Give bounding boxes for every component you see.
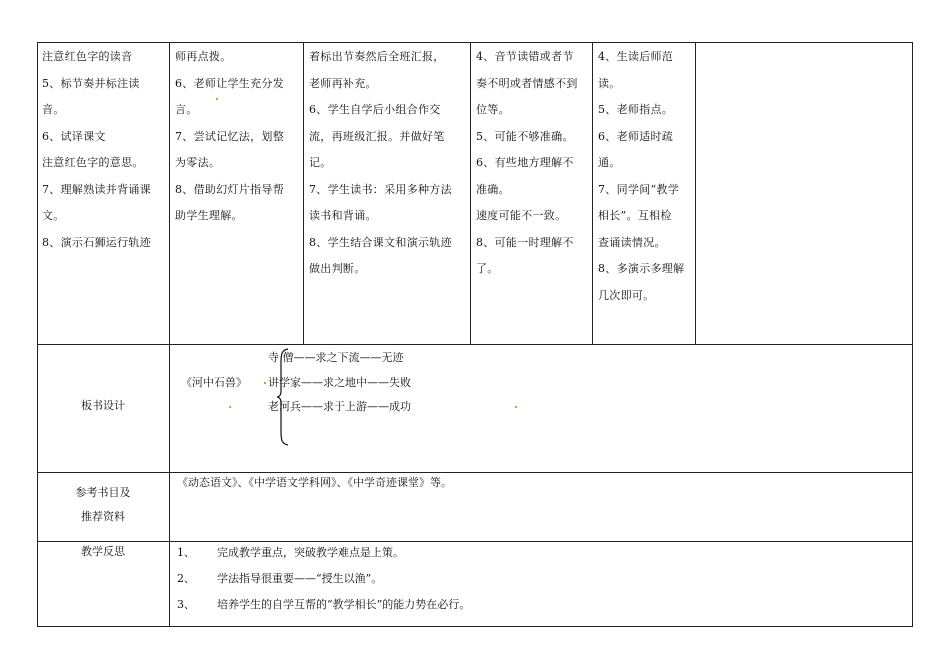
board-line-text: ——求之下流——无迹 xyxy=(293,351,404,364)
column-divider xyxy=(592,42,593,344)
cell-line: 注意红色字的读音 xyxy=(42,50,133,63)
board-line-who: 老河兵 xyxy=(268,400,301,413)
row-divider xyxy=(37,541,913,542)
cell-line: 通。 xyxy=(598,156,621,169)
references-label-line: 推荐资料 xyxy=(81,510,125,523)
references-label-line: 参考书目及 xyxy=(75,486,131,499)
lesson-cell-col4 xyxy=(476,44,591,283)
scan-dot xyxy=(216,98,218,100)
cell-line: 6、学生自学后小组合作交 xyxy=(309,103,441,116)
cell-line: 注意红色字的意思。 xyxy=(42,156,144,169)
cell-line: 助学生理解。 xyxy=(175,209,243,222)
scan-dot xyxy=(229,406,231,408)
reflection-item-number: 2、 xyxy=(177,572,195,585)
scan-dot xyxy=(264,382,266,384)
cell-line: 8、多演示多理解 xyxy=(598,262,685,275)
reflection-item-text: 培养学生的自学互帮的“教学相长”的能力势在必行。 xyxy=(217,598,471,611)
cell-line: 几次即可。 xyxy=(598,288,655,302)
cell-line: 文。 xyxy=(42,209,65,222)
board-line-text: ——求之地中——失败 xyxy=(301,376,411,389)
cell-line: 了。 xyxy=(476,262,499,275)
column-divider xyxy=(470,42,471,344)
cell-line: 相长”。互相检 xyxy=(598,209,672,222)
reflection-item-number: 3、 xyxy=(177,598,195,611)
cell-line: 7、理解熟读并背诵课 xyxy=(42,182,151,196)
cell-line: 7、学生读书：采用多种方法 xyxy=(309,182,452,196)
cell-line: 速度可能不一致。 xyxy=(476,209,567,222)
board-line-3 xyxy=(268,398,411,414)
cell-line: 读书和背诵。 xyxy=(309,209,377,222)
cell-line: 奏不明或者情感不到 xyxy=(476,76,578,90)
cell-line: 6、老师让学生充分发 xyxy=(175,76,284,90)
column-divider xyxy=(303,42,304,344)
cell-line: 为零法。 xyxy=(175,156,221,169)
board-line-2 xyxy=(268,374,411,390)
cell-line: 言。 xyxy=(175,103,198,116)
cell-line: 准确。 xyxy=(476,182,510,196)
reflection-item-number: 1、 xyxy=(177,546,195,559)
cell-line: 读。 xyxy=(598,76,621,90)
cell-line: 着标出节奏然后全班汇报， xyxy=(309,50,445,63)
reflection-item xyxy=(177,544,404,560)
cell-line: 记。 xyxy=(309,156,332,169)
cell-line: 7、尝试记忆法，划整 xyxy=(175,129,284,143)
board-title: 《河中石兽》 xyxy=(181,376,247,389)
lesson-cell-col1 xyxy=(42,44,167,256)
cell-line: 5、可能不够准确。 xyxy=(476,129,574,143)
cell-line: 音。 xyxy=(42,103,65,116)
references-text: 《动态语文》、《中学语文学科网》、《中学奇迹课堂》等。 xyxy=(177,476,452,489)
board-line-1 xyxy=(268,349,404,365)
board-design-label: 板书设计 xyxy=(81,399,125,412)
lesson-cell-col5 xyxy=(598,44,694,309)
cell-line: 位等。 xyxy=(476,103,510,116)
lesson-cell-col3 xyxy=(309,44,469,283)
cell-line: 5、标节奏并标注读 xyxy=(42,76,140,90)
reflection-item-text: 学法指导很重要——“授生以渔”。 xyxy=(217,572,383,585)
reflection-item xyxy=(177,596,470,612)
cell-line: 师再点拨。 xyxy=(175,50,232,63)
column-divider xyxy=(695,42,696,344)
cell-line: 做出判断。 xyxy=(309,262,366,275)
cell-line: 5、老师指点。 xyxy=(598,103,674,116)
cell-line: 7、同学间“教学 xyxy=(598,182,680,196)
scan-dot xyxy=(515,406,517,408)
board-line-who: 讲学家 xyxy=(268,376,301,389)
cell-line: 8、可能一时理解不 xyxy=(476,235,574,249)
lesson-cell-col2 xyxy=(175,44,301,230)
cell-line: 8、借助幻灯片指导帮 xyxy=(175,182,284,196)
board-line-text: ——求于上游——成功 xyxy=(301,400,411,413)
cell-line: 6、老师适时疏 xyxy=(598,129,674,143)
cell-line: 8、演示石狮运行轨迹 xyxy=(42,235,151,249)
reflection-item xyxy=(177,570,382,586)
references-label xyxy=(37,481,169,529)
cell-line: 流，再班级汇报。并做好笔 xyxy=(309,129,445,143)
label-column-divider xyxy=(169,344,170,627)
reflection-item-text: 完成教学重点，突破教学难点是上策。 xyxy=(217,546,404,559)
row-divider xyxy=(37,472,913,473)
cell-line: 6、有些地方理解不 xyxy=(476,156,574,169)
cell-line: 查诵读情况。 xyxy=(598,235,666,249)
board-line-who: 寺 僧 xyxy=(268,351,294,364)
column-divider xyxy=(169,42,170,344)
reflection-label: 教学反思 xyxy=(81,545,125,558)
row-divider xyxy=(37,344,913,345)
cell-line: 4、音节读错或者节 xyxy=(476,50,574,63)
cell-line: 老师再补充。 xyxy=(309,76,377,90)
cell-line: 6、试译课文 xyxy=(42,129,106,143)
cell-line: 8、学生结合课文和演示轨迹 xyxy=(309,235,452,249)
cell-line: 4、生读后师范 xyxy=(598,50,674,63)
